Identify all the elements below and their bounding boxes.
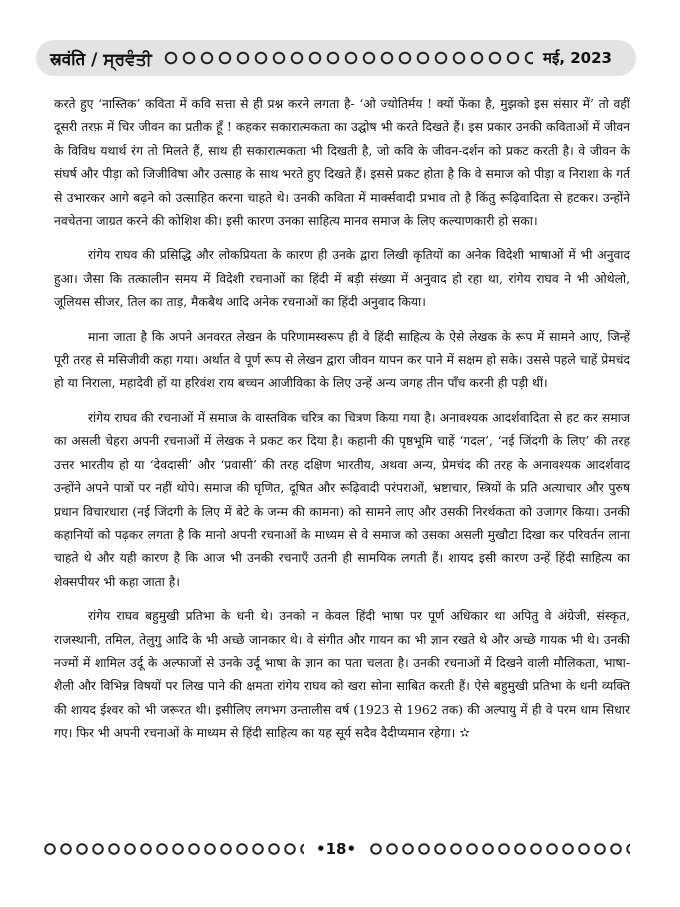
end-star-icon: ✫ (459, 726, 471, 742)
header-ornamental-border (162, 49, 533, 67)
magazine-title: स्रवंति / ਸ੍ਰਵੰਤੀ (50, 49, 152, 70)
page-number-value: 18 (325, 840, 347, 858)
paragraph-5 (54, 605, 630, 745)
page-number: •18• (315, 840, 357, 858)
paragraph-3: माना जाता है कि अपने अनवरत लेखन के परिणामस्वरूप ही वे हिंदी साहित्य के ऐसे लेखक के रूप में सामने आए, जिन्हें पूरी तरह से मसिजीवी कहा गया। अर्थात वे पूर्ण रूप से लेखन द्वारा जीवन यापन कर पाने में सक्षम हो सके। उससे पहले चाहें प्रेमचंद हो या निराला, महादेवी हों या हरिवंश राय बच्चन आजीविका के लिए उन्हें अन्य जगह तीन पाँच करनी ही पड़ी थीं। (54, 329, 630, 391)
article-body (54, 93, 630, 757)
paragraph-2: रांगेय राघव की प्रसिद्धि और लोकप्रियता के कारण ही उनके द्वारा लिखी कृतियों का अनेक विदेशी भाषाओं में भी अनुवाद हुआ। जैसा कि तत्कालीन समय में विदेशी रचनाओं का हिंदी में बड़ी संख्या में अनुवाद हो रहा था, रांगेय राघव ने भी ओथेलो, जूलियस सीजर, तिल का ताड़, मैकबैथ आदि अनेक रचनाओं का हिंदी अनुवाद किया। (54, 248, 630, 310)
issue-date: मई, 2023 (542, 49, 612, 67)
paragraph-5-text: रांगेय राघव बहुमुखी प्रतिभा के धनी थे। उनको न केवल हिंदी भाषा पर पूर्ण अधिकार था अपितु वे अंग्रेजी, संस्कृत, राजस्थानी, तमिल, तेलुगु आदि के भी अच्छे जानकार थे। वे संगीत और गायन का भी ज्ञान रखते थे और अच्छे गायक भी थे। उनकी नज्मों में शामिल उर्दू के अल्फाजों से उनके उर्दू भाषा के ज्ञान का पता चलता है। उनकी रचनाओं में दिखने वाली मौलिकता, भाषा-शैली और विभिन्न विषयों पर लिख पाने की क्षमता रांगेय राघव को खरा सोना साबित करती हैं। ऐसे बहुमुखी प्रतिभा के धनी व्यक्ति की शायद ईश्वर को भी जरूरत थी। इसीलिए लगभग उन्तालीस वर्ष (1923 से 1962 तक) की अल्पायु में ही वे परम धाम सिधार गए। फिर भी अपनी रचनाओं के माध्यम से हिंदी साहित्य का यह सूर्य सदैव दैदीप्यमान रहेगा। (54, 609, 630, 741)
page-header (36, 40, 636, 76)
paragraph-1: करते हुए ‘नास्तिक’ कविता में कवि सत्ता से ही प्रश्न करने लगता है- ‘ओ ज्योतिर्मय ! क्यों फेंका है, मुझको इस संसार में’ तो वहीं दूसरी तरफ़ में चिर जीवन का प्रतीक हूँ ! कहकर सकारात्मकता का उद्घोष भी करते दिखते हैं। इस प्रकार उनकी कविताओं में जीवन के विविध यथार्थ रंग तो मिलते हैं, साथ ही सकारात्मकता भी दिखती है, जो कवि के जीवन-दर्शन को प्रकट करती है। वे जीवन के संघर्ष और पीड़ा को जिजीविषा और उत्साह के साथ भरते हुए दिखते हैं। इससे प्रकट होता है कि वे समाज को पीड़ा व निराशा के गर्त से उभारकर आगे बढ़ने को उत्साहित करना चाहते थे। उनकी कविता में मार्क्सवादी प्रभाव तो है किंतु रूढ़िवादिता से हटकर। उन्होंने नवचेतना जाग्रत करने की कोशिश की। इसी कारण उनका साहित्य मानव समाज के लिए कल्याणकारी हो सका। (54, 97, 630, 229)
footer-left-ornamental-border (42, 841, 304, 857)
footer-right-ornamental-border (368, 841, 630, 857)
page-footer (36, 836, 636, 862)
paragraph-4: रांगेय राघव की रचनाओं में समाज के वास्तविक चरित्र का चित्रण किया गया है। अनावश्यक आदर्शवादिता से हट कर समाज का असली चेहरा अपनी रचनाओं में लेखक ने प्रकट कर दिया है। कहानी की पृष्ठभूमि चाहें ‘गदल’, ‘नई जिंदगी के लिए’ की तरह उत्तर भारतीय हो या ‘देवदासी’ और ‘प्रवासी’ की तरह दक्षिण भारतीय, अथवा अन्य, प्रेमचंद की तरह के अनावश्यक आदर्शवाद उन्होंने अपने पात्रों पर नहीं थोपे। समाज की घृणित, दूषित और रूढ़िवादी परंपराओं, भ्रष्टाचार, स्त्रियों के प्रति अत्याचार और पुरुष प्रधान विचारधारा (नई जिंदगी के लिए में बेटे के जन्म की कामना) को सामने लाए और उसकी निरर्थकता को उजागर किया। उनकी कहानियों को पढ़कर लगता है कि मानो अपनी रचनाओं के माध्यम से वे समाज को उसका असली मुखौटा दिखा कर परिवर्तन लाना चाहते थे और यही कारण है कि आज भी उनकी रचनाएँ उतनी ही सामयिक लगती हैं। शायद इसी कारण उन्हें हिंदी साहित्य का शेक्सपीयर भी कहा जाता है। (54, 410, 630, 589)
